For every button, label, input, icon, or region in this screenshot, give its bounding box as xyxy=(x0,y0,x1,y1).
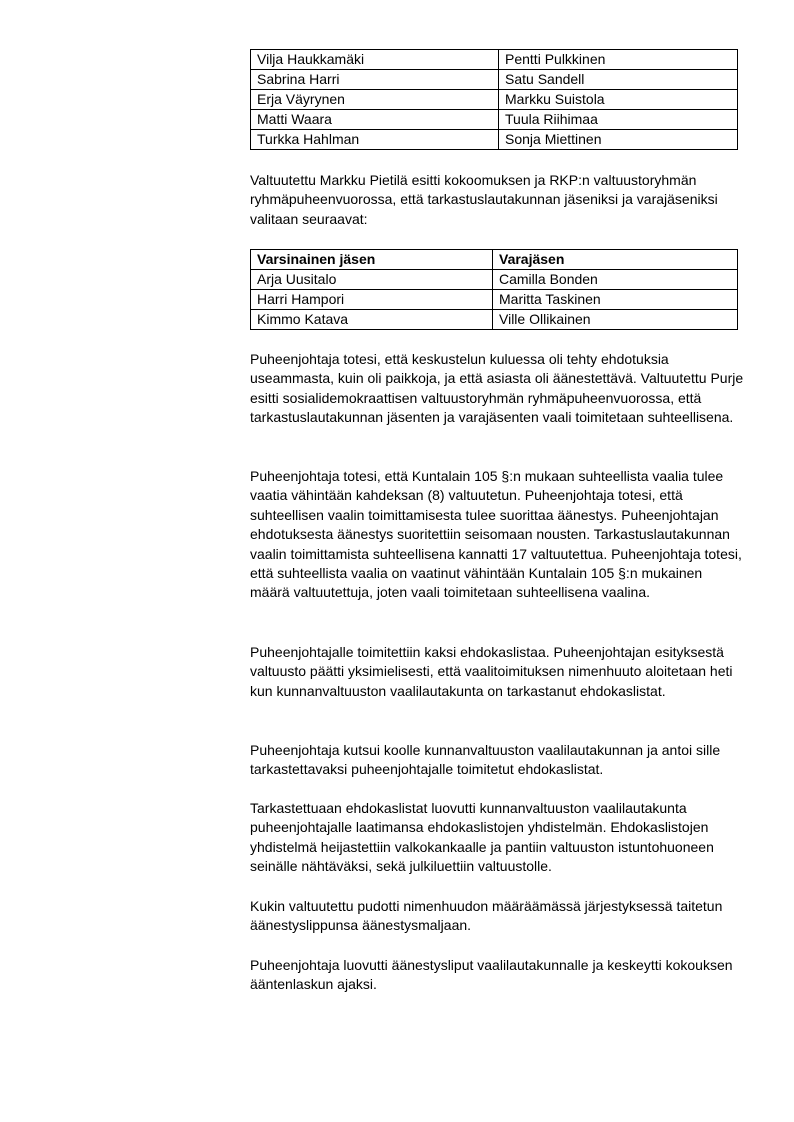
paragraph-proposal: Valtuutettu Markku Pietilä esitti kokoomuksen ja RKP:n valtuustoryhmän ryhmäpuheenvuorossa, että tarkastuslautakunnan jäseniksi ja varajäseniksi valitaan seuraavat: xyxy=(250,172,718,227)
table-cell: Erja Väyrynen xyxy=(251,90,499,110)
table-row xyxy=(251,50,738,70)
paragraph-proportional-election: Puheenjohtaja totesi, että Kuntalain 105 §:n mukaan suhteellista vaalia tulee vaatia vähintään kahdeksan (8) valtuutetun. Puheenjohtaja totesi, että suhteellisen vaalin toimittamisesta tulee suorittaa äänestys. Puheenjohtajan ehdotuksesta äänestys suoritettiin seisomaan nousten. Tarkastuslautakunnan vaalin toimittamista suhteellisena kannatti 17 valtuutettua. Puheenjohtaja totesi, että suhteellista vaalia on vaatinut vähintään Kuntalain 105 §:n mukainen määrä valtuutettuja, joten vaali toimitetaan suhteellisena vaalina. xyxy=(250,468,742,601)
table-cell: Maritta Taskinen xyxy=(493,290,738,310)
column-header-deputy: Varajäsen xyxy=(493,250,738,270)
paragraph-list-combination: Tarkastettuaan ehdokaslistat luovutti kunnanvaltuuston vaalilautakunta puheenjohtajalle laatimansa ehdokaslistojen yhdistelmän. Ehdokaslistojen yhdistelmä heijastettiin valkokankaalle ja pantiin valtuuston istuntohuoneen seinälle nähtäväksi, sekä julkiluettiin valtuustolle. xyxy=(250,800,714,875)
paragraph-ballot-casting: Kukin valtuutettu pudotti nimenhuudon määräämässä järjestyksessä taitetun äänestyslippunsa äänestysmaljaan. xyxy=(250,898,723,934)
table-row xyxy=(251,290,738,310)
table-row xyxy=(251,310,738,330)
paragraph-election-board: Puheenjohtaja kutsui koolle kunnanvaltuuston vaalilautakunnan ja antoi sille tarkastettavaksi puheenjohtajalle toimitetut ehdokaslistat. xyxy=(250,742,721,778)
table-cell: Sabrina Harri xyxy=(251,70,499,90)
table-row xyxy=(251,130,738,150)
table-cell: Camilla Bonden xyxy=(493,270,738,290)
members-table-previous xyxy=(250,49,738,150)
table-cell: Pentti Pulkkinen xyxy=(499,50,738,70)
paragraph-meeting-paused: Puheenjohtaja luovutti äänestysliput vaalilautakunnalle ja keskeytti kokouksen ääntenlaskun ajaksi. xyxy=(250,957,733,993)
column-header-member: Varsinainen jäsen xyxy=(251,250,493,270)
table-cell: Ville Ollikainen xyxy=(493,310,738,330)
paragraph-vote-needed: Puheenjohtaja totesi, että keskustelun kuluessa oli tehty ehdotuksia useammasta, kuin oli paikkoja, ja että asiasta oli äänestettävä. Valtuutettu Purje esitti sosialidemokraattisen valtuustoryhmän ryhmäpuheenvuorossa, että tarkastuslautakunnan jäsenten ja varajäsenten vaali toimitetaan suhteellisena. xyxy=(250,351,744,426)
table-row xyxy=(251,270,738,290)
table-cell: Harri Hampori xyxy=(251,290,493,310)
table-cell: Tuula Riihimaa xyxy=(499,110,738,130)
paragraph-candidate-lists: Puheenjohtajalle toimitettiin kaksi ehdokaslistaa. Puheenjohtajan esityksestä valtuusto päätti yksimielisesti, että vaalitoimituksen nimenhuuto aloitetaan heti kun kunnanvaltuuston vaalilautakunta on tarkastanut ehdokaslistat. xyxy=(250,644,733,699)
table-row xyxy=(251,90,738,110)
table-header-row xyxy=(251,250,738,270)
members-table-proposal xyxy=(250,249,738,330)
table-cell: Turkka Hahlman xyxy=(251,130,499,150)
table-cell: Vilja Haukkamäki xyxy=(251,50,499,70)
table-cell: Satu Sandell xyxy=(499,70,738,90)
table-cell: Kimmo Katava xyxy=(251,310,493,330)
table-cell: Matti Waara xyxy=(251,110,499,130)
table-cell: Markku Suistola xyxy=(499,90,738,110)
table-row xyxy=(251,110,738,130)
table-cell: Sonja Miettinen xyxy=(499,130,738,150)
table-row xyxy=(251,70,738,90)
table-cell: Arja Uusitalo xyxy=(251,270,493,290)
